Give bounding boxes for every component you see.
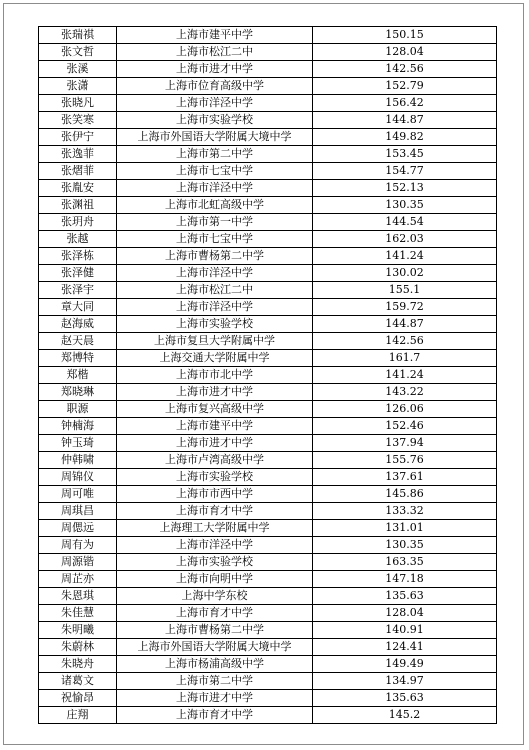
table-row	[39, 486, 497, 503]
school-name-cell: 上海市进才中学	[117, 384, 313, 401]
student-name-cell: 章大同	[39, 299, 117, 316]
student-name-cell: 钟玉琦	[39, 435, 117, 452]
student-name-cell: 张溪	[39, 61, 117, 78]
table-row	[39, 707, 497, 724]
score-cell: 144.87	[313, 112, 497, 129]
table-row	[39, 673, 497, 690]
student-name-cell: 赵海威	[39, 316, 117, 333]
student-name-cell: 职源	[39, 401, 117, 418]
school-name-cell: 上海市外国语大学附属大境中学	[117, 129, 313, 146]
score-cell: 149.82	[313, 129, 497, 146]
school-name-cell: 上海理工大学附属中学	[117, 520, 313, 537]
score-cell: 131.01	[313, 520, 497, 537]
score-cell: 150.15	[313, 27, 497, 44]
table-row	[39, 333, 497, 350]
score-cell: 144.87	[313, 316, 497, 333]
school-name-cell: 上海市建平中学	[117, 27, 313, 44]
table-row	[39, 248, 497, 265]
table-row	[39, 588, 497, 605]
score-table	[38, 26, 497, 724]
score-cell: 155.1	[313, 282, 497, 299]
student-name-cell: 朱明曦	[39, 622, 117, 639]
score-cell: 142.56	[313, 333, 497, 350]
table-row	[39, 27, 497, 44]
score-cell: 161.7	[313, 350, 497, 367]
score-cell: 137.94	[313, 435, 497, 452]
school-name-cell: 上海市七宝中学	[117, 231, 313, 248]
score-cell: 130.35	[313, 537, 497, 554]
table-row	[39, 656, 497, 673]
score-cell: 135.63	[313, 690, 497, 707]
table-row	[39, 146, 497, 163]
school-name-cell: 上海市洋泾中学	[117, 537, 313, 554]
school-name-cell: 上海市向明中学	[117, 571, 313, 588]
score-cell: 143.22	[313, 384, 497, 401]
school-name-cell: 上海市第二中学	[117, 673, 313, 690]
score-cell: 152.13	[313, 180, 497, 197]
school-name-cell: 上海市曹杨第二中学	[117, 248, 313, 265]
school-name-cell: 上海市建平中学	[117, 418, 313, 435]
score-cell: 137.61	[313, 469, 497, 486]
school-name-cell: 上海市进才中学	[117, 61, 313, 78]
school-name-cell: 上海市进才中学	[117, 435, 313, 452]
school-name-cell: 上海市北虹高级中学	[117, 197, 313, 214]
student-name-cell: 郑晓琳	[39, 384, 117, 401]
table-row	[39, 299, 497, 316]
score-cell: 149.49	[313, 656, 497, 673]
school-name-cell: 上海市育才中学	[117, 605, 313, 622]
student-name-cell: 钟楠海	[39, 418, 117, 435]
school-name-cell: 上海市曹杨第二中学	[117, 622, 313, 639]
student-name-cell: 张伊宁	[39, 129, 117, 146]
table-row	[39, 503, 497, 520]
school-name-cell: 上海市洋泾中学	[117, 180, 313, 197]
student-name-cell: 朱蔚林	[39, 639, 117, 656]
school-name-cell: 上海市松江二中	[117, 282, 313, 299]
score-cell: 126.06	[313, 401, 497, 418]
table-row	[39, 452, 497, 469]
student-name-cell: 周锦仪	[39, 469, 117, 486]
score-cell: 133.32	[313, 503, 497, 520]
student-name-cell: 张泽宇	[39, 282, 117, 299]
student-name-cell: 张泽栋	[39, 248, 117, 265]
school-name-cell: 上海市松江二中	[117, 44, 313, 61]
score-cell: 152.46	[313, 418, 497, 435]
student-name-cell: 张胤安	[39, 180, 117, 197]
table-row	[39, 418, 497, 435]
table-row	[39, 350, 497, 367]
table-row	[39, 690, 497, 707]
score-cell: 163.35	[313, 554, 497, 571]
school-name-cell: 上海市洋泾中学	[117, 265, 313, 282]
table-row	[39, 520, 497, 537]
school-name-cell: 上海市育才中学	[117, 707, 313, 724]
school-name-cell: 上海市实验学校	[117, 316, 313, 333]
school-name-cell: 上海市实验学校	[117, 112, 313, 129]
score-cell: 128.04	[313, 605, 497, 622]
table-row	[39, 435, 497, 452]
score-cell: 135.63	[313, 588, 497, 605]
score-cell: 128.04	[313, 44, 497, 61]
student-name-cell: 周有为	[39, 537, 117, 554]
student-name-cell: 周偲远	[39, 520, 117, 537]
table-row	[39, 401, 497, 418]
table-row	[39, 367, 497, 384]
student-name-cell: 祝愉昂	[39, 690, 117, 707]
score-cell: 130.35	[313, 197, 497, 214]
student-name-cell: 庄翔	[39, 707, 117, 724]
table-row	[39, 265, 497, 282]
score-cell: 141.24	[313, 367, 497, 384]
school-name-cell: 上海市杨浦高级中学	[117, 656, 313, 673]
score-cell: 159.72	[313, 299, 497, 316]
table-row	[39, 214, 497, 231]
student-name-cell: 张渊祖	[39, 197, 117, 214]
table-row	[39, 180, 497, 197]
table-row	[39, 384, 497, 401]
table-row	[39, 605, 497, 622]
student-name-cell: 张潇	[39, 78, 117, 95]
table-row	[39, 61, 497, 78]
student-name-cell: 朱恩琪	[39, 588, 117, 605]
school-name-cell: 上海市洋泾中学	[117, 95, 313, 112]
table-row	[39, 129, 497, 146]
table-row	[39, 163, 497, 180]
score-cell: 147.18	[313, 571, 497, 588]
school-name-cell: 上海市复旦大学附属中学	[117, 333, 313, 350]
score-cell: 130.02	[313, 265, 497, 282]
score-cell: 140.91	[313, 622, 497, 639]
score-cell: 141.24	[313, 248, 497, 265]
school-name-cell: 上海市进才中学	[117, 690, 313, 707]
score-cell: 145.86	[313, 486, 497, 503]
table-row	[39, 197, 497, 214]
table-row	[39, 639, 497, 656]
table-row	[39, 571, 497, 588]
score-cell: 154.77	[313, 163, 497, 180]
table-row	[39, 469, 497, 486]
school-name-cell: 上海市实验学校	[117, 469, 313, 486]
student-name-cell: 郑博特	[39, 350, 117, 367]
student-name-cell: 仲韩啸	[39, 452, 117, 469]
table-row	[39, 95, 497, 112]
student-name-cell: 张越	[39, 231, 117, 248]
student-name-cell: 赵天晨	[39, 333, 117, 350]
school-name-cell: 上海市外国语大学附属大境中学	[117, 639, 313, 656]
school-name-cell: 上海市七宝中学	[117, 163, 313, 180]
school-name-cell: 上海中学东校	[117, 588, 313, 605]
school-name-cell: 上海市市西中学	[117, 486, 313, 503]
student-name-cell: 诸葛文	[39, 673, 117, 690]
student-name-cell: 张泽健	[39, 265, 117, 282]
score-cell: 142.56	[313, 61, 497, 78]
student-name-cell: 朱佳慧	[39, 605, 117, 622]
student-name-cell: 周琪昌	[39, 503, 117, 520]
table-row	[39, 112, 497, 129]
student-name-cell: 张笑寒	[39, 112, 117, 129]
table-row	[39, 622, 497, 639]
score-cell: 144.54	[313, 214, 497, 231]
table-row	[39, 537, 497, 554]
score-cell: 153.45	[313, 146, 497, 163]
student-name-cell: 张瑞祺	[39, 27, 117, 44]
school-name-cell: 上海市位育高级中学	[117, 78, 313, 95]
student-name-cell: 郑楷	[39, 367, 117, 384]
school-name-cell: 上海交通大学附属中学	[117, 350, 313, 367]
school-name-cell: 上海市第二中学	[117, 146, 313, 163]
score-table-body	[39, 27, 497, 724]
student-name-cell: 张玥舟	[39, 214, 117, 231]
school-name-cell: 上海市实验学校	[117, 554, 313, 571]
table-row	[39, 78, 497, 95]
school-name-cell: 上海市卢湾高级中学	[117, 452, 313, 469]
student-name-cell: 周芷亦	[39, 571, 117, 588]
score-cell: 152.79	[313, 78, 497, 95]
score-cell: 162.03	[313, 231, 497, 248]
table-row	[39, 554, 497, 571]
score-cell: 124.41	[313, 639, 497, 656]
student-name-cell: 朱晓舟	[39, 656, 117, 673]
student-name-cell: 周可唯	[39, 486, 117, 503]
score-cell: 155.76	[313, 452, 497, 469]
school-name-cell: 上海市复兴高级中学	[117, 401, 313, 418]
student-name-cell: 张逸菲	[39, 146, 117, 163]
student-name-cell: 张晓凡	[39, 95, 117, 112]
table-row	[39, 316, 497, 333]
student-name-cell: 张熠菲	[39, 163, 117, 180]
school-name-cell: 上海市育才中学	[117, 503, 313, 520]
school-name-cell: 上海市市北中学	[117, 367, 313, 384]
school-name-cell: 上海市洋泾中学	[117, 299, 313, 316]
table-row	[39, 44, 497, 61]
score-cell: 145.2	[313, 707, 497, 724]
student-name-cell: 张文哲	[39, 44, 117, 61]
table-row	[39, 231, 497, 248]
school-name-cell: 上海市第一中学	[117, 214, 313, 231]
score-cell: 134.97	[313, 673, 497, 690]
score-cell: 156.42	[313, 95, 497, 112]
student-name-cell: 周源锴	[39, 554, 117, 571]
table-row	[39, 282, 497, 299]
